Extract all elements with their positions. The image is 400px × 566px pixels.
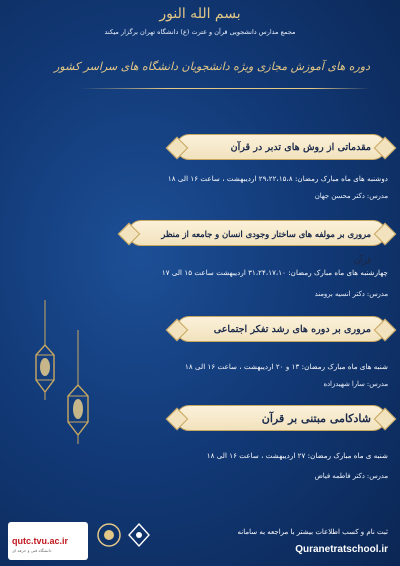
course-3-title-banner: مروری بر دوره های رشد تفکر اجتماعی [176,316,386,342]
website-link[interactable]: Quranetratschool.ir [295,544,388,555]
course-1-title-banner: مقدماتی از روش های تدبر در قرآن [176,134,386,160]
course-3-schedule: شنبه های ماه مبارک رمضان: ۱۳ و ۲۰ اردیبهشت ، ساعت ۱۶ الی ۱۸ [185,362,388,371]
lantern-icon-left [30,300,60,410]
basmala-calligraphy: بسم الله النور [159,6,241,22]
lantern-icon-right [62,330,94,450]
course-1-schedule: دوشنبه های ماه مبارک رمضان: ۲۹،۲۲،۱۵،۸ اردیبهشت ، ساعت ۱۶ الی ۱۸ [167,174,388,183]
emblem-icon-1 [96,522,122,554]
course-4-schedule: شنبه ی ماه مبارک رمضان: ۲۷ اردیبهشت ، ساعت ۱۶ الی ۱۸ [206,451,388,460]
organizer-line: مجمع مدارس دانشجویی قرآن و عترت (ع) دانشگاه تهران برگزار میکند [104,28,296,36]
logo-text: qutc.tvu.ac.ir [12,536,69,546]
course-2-teacher: مدرس: دکتر انسیه برومند [314,290,388,298]
crescent-moon-icon [8,145,128,345]
course-series-title: دوره های آموزش مجازی ویژه دانشجویان دانشگاه های سراسر کشور [54,60,370,73]
course-2-title-banner: مروری بر مولفه های ساختار وجودی انسان و جامعه از منظر قرآن [128,220,386,246]
emblem-icon-2 [126,522,152,554]
course-1-teacher: مدرس: دکتر محسن جهان [314,192,388,200]
title-underline [80,88,370,89]
registration-note: ثبت نام و کسب اطلاعات بیشتر با مراجعه به سامانه [237,528,388,536]
logo-subtext: دانشگاه فنی و حرفه ای [12,548,52,553]
university-logo [8,522,88,560]
course-2-schedule: چهارشنبه های ماه مبارک رمضان: ۳۱،۲۴،۱۷،۱۰ اردیبهشت ساعت ۱۵ الی ۱۷ [161,268,388,277]
course-4-title-banner: شادکامی مبتنی بر قرآن [176,405,386,431]
course-3-teacher: مدرس: سارا شهیدزاده [323,380,388,388]
course-4-teacher: مدرس: دکتر فاطمه فیاض [314,472,388,480]
